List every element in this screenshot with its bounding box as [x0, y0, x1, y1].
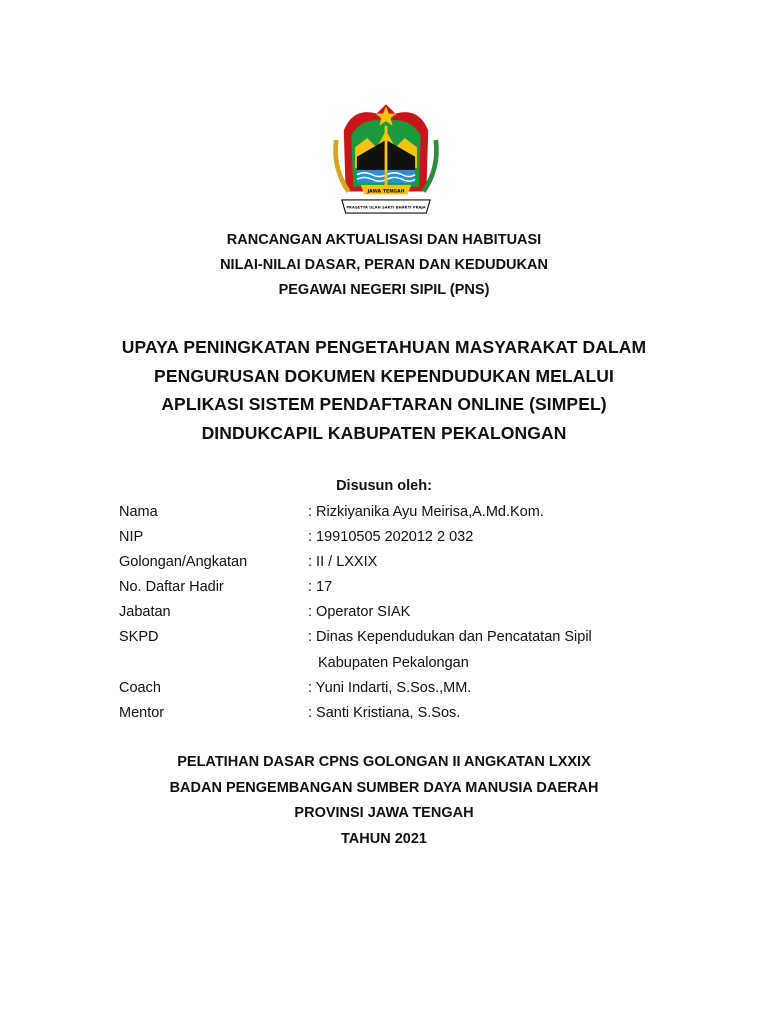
- jawa-tengah-emblem-logo: [325, 100, 447, 222]
- detail-label: NIP: [119, 529, 144, 546]
- subtitle-line: PEGAWAI NEGERI SIPIL (PNS): [278, 282, 490, 298]
- footer-line: BADAN PENGEMBANGAN SUMBER DAYA MANUSIA DAERAH: [169, 779, 599, 796]
- document-subtitle: [0, 228, 768, 303]
- footer-line: TAHUN 2021: [341, 831, 427, 848]
- detail-value: : Santi Kristiana, S.Sos.: [308, 704, 461, 721]
- detail-value: : 17: [308, 579, 333, 596]
- detail-label: Coach: [119, 679, 161, 696]
- title-line: UPAYA PENINGKATAN PENGETAHUAN MASYARAKAT DALAM: [121, 337, 647, 357]
- logo-banner-text: JAWA TENGAH: [367, 189, 405, 195]
- detail-value: : II / LXXIX: [308, 554, 378, 571]
- document-footer: [0, 750, 768, 853]
- detail-value: : Dinas Kependudukan dan Pencatatan Sipil: [308, 629, 592, 646]
- detail-value-continued: Kabupaten Pekalongan: [318, 654, 469, 671]
- prepared-by-heading: Disusun oleh:: [336, 478, 432, 494]
- detail-label: Mentor: [119, 704, 165, 721]
- detail-label: SKPD: [119, 629, 159, 646]
- footer-line: PELATIHAN DASAR CPNS GOLONGAN II ANGKATAN LXXIX: [177, 754, 591, 770]
- subtitle-line: RANCANGAN AKTUALISASI DAN HABITUASI: [226, 232, 542, 248]
- detail-label: Golongan/Angkatan: [119, 554, 248, 571]
- logo-motto: PRASETYA ULAH SAKTI BHAKTI PRAJA: [346, 205, 426, 210]
- detail-label: No. Daftar Hadir: [119, 579, 224, 596]
- detail-value: : 19910505 202012 2 032: [308, 529, 474, 546]
- detail-value: : Operator SIAK: [308, 604, 411, 621]
- document-title: [0, 333, 768, 448]
- detail-label: Nama: [119, 504, 158, 520]
- title-line: DINDUKCAPIL KABUPATEN PEKALONGAN: [201, 423, 567, 444]
- footer-line: PROVINSI JAWA TENGAH: [294, 805, 474, 822]
- title-line: PENGURUSAN DOKUMEN KEPENDUDUKAN MELALUI: [154, 365, 614, 386]
- subtitle-line: NILAI-NILAI DASAR, PERAN DAN KEDUDUKAN: [220, 257, 548, 273]
- detail-value: : Rizkiyanika Ayu Meirisa,A.Md.Kom.: [308, 504, 544, 520]
- detail-value: : Yuni Indarti, S.Sos.,MM.: [308, 679, 472, 696]
- detail-label: Jabatan: [119, 604, 171, 621]
- title-line: APLIKASI SISTEM PENDAFTARAN ONLINE (SIMPEL): [161, 394, 607, 415]
